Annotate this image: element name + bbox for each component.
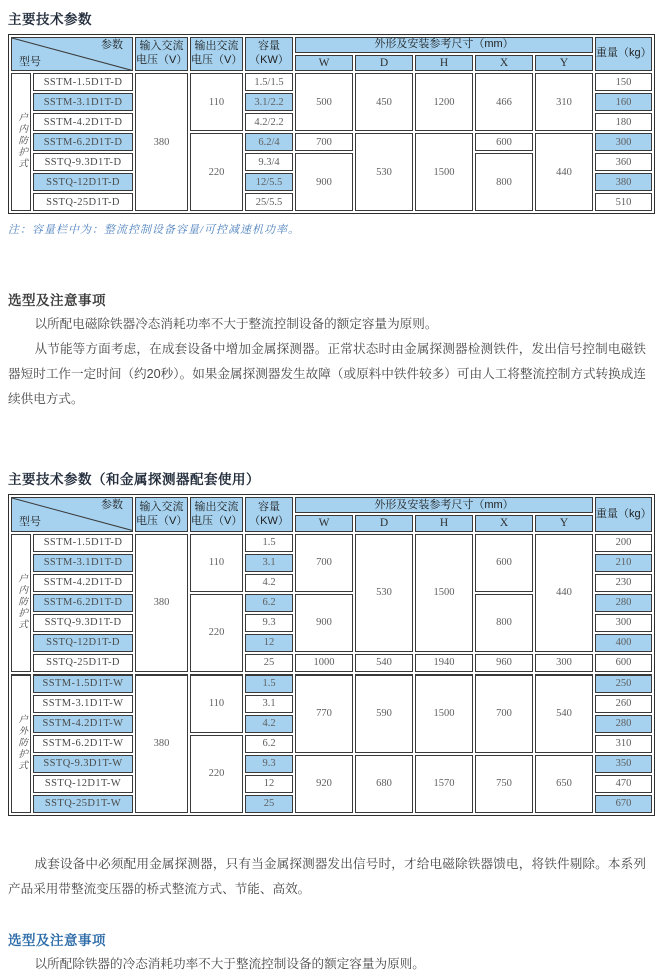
value-cell: 25: [245, 654, 293, 672]
value-cell: 110: [190, 73, 243, 131]
value-cell: 280: [595, 594, 652, 612]
value-cell: 1200: [415, 73, 473, 131]
value-cell: 180: [595, 113, 652, 131]
model-cell: SSTQ-25D1T-D: [33, 193, 133, 211]
paragraph-selection-1: 以所配电磁除铁器冷态消耗功率不大于整流控制设备的额定容量为原则。: [34, 317, 438, 332]
value-cell: 220: [190, 594, 243, 672]
value-cell: 6.2: [245, 735, 293, 753]
header-output-voltage: 输出交流电压（V）: [190, 37, 243, 71]
value-cell: 700: [295, 133, 353, 151]
value-cell: 12/5.5: [245, 173, 293, 191]
value-cell: 25/5.5: [245, 193, 293, 211]
value-cell: 9.3: [245, 755, 293, 773]
main-tech-params-table: [8, 34, 655, 214]
value-cell: 1.5: [245, 534, 293, 552]
value-cell: 4.2: [245, 574, 293, 592]
value-cell: 650: [535, 755, 593, 813]
header-dim-x: X: [475, 515, 533, 531]
model-cell: SSTQ-12D1T-D: [33, 173, 133, 191]
value-cell: 700: [475, 674, 533, 753]
value-cell: 510: [595, 193, 652, 211]
model-cell: SSTM-1.5D1T-D: [33, 534, 133, 552]
value-cell: 160: [595, 93, 652, 111]
corner-model-label: 型号: [19, 55, 41, 68]
value-cell: 9.3: [245, 614, 293, 632]
model-cell: SSTQ-25D1T-D: [33, 654, 133, 672]
value-cell: 4.2: [245, 715, 293, 733]
value-cell: 280: [595, 715, 652, 733]
paragraph-detector: 成套设备中必须配用金属探测器，只有当金属探测器发出信号时，才给电磁除铁器馈电，将铁件剔除。本系列产品采用带整流变压器的桥式整流方式、节能、高效。: [8, 856, 646, 896]
value-cell: 1570: [415, 755, 473, 813]
corner-model-label: 型号: [19, 516, 41, 528]
value-cell: 400: [595, 634, 652, 652]
value-cell: 360: [595, 153, 652, 171]
value-cell: 500: [295, 73, 353, 131]
value-cell: 960: [475, 654, 533, 672]
value-cell: 1.5: [245, 674, 293, 693]
value-cell: 210: [595, 554, 652, 572]
header-dimensions-group: 外形及安装参考尺寸（mm）: [295, 37, 593, 53]
header-weight: 重量（kg）: [595, 37, 652, 71]
model-cell: SSTM-6.2D1T-D: [33, 133, 133, 151]
value-cell: 300: [535, 654, 593, 672]
value-cell: 200: [595, 534, 652, 552]
section-title-selection-notes-2: 选型及注意事项: [8, 932, 106, 948]
paragraph-selection-final: 以所配除铁器的冷态消耗功率不大于整流控制设备的额定容量为原则。: [34, 956, 425, 971]
header-dim-x: X: [475, 55, 533, 71]
value-cell: 6.2/4: [245, 133, 293, 151]
value-cell: 470: [595, 775, 652, 793]
model-cell: SSTM-6.2D1T-D: [33, 594, 133, 612]
corner-param-label: 参数: [101, 39, 123, 51]
header-capacity: 容量（KW）: [245, 497, 293, 531]
model-cell: SSTQ-25D1T-W: [33, 795, 133, 813]
header-dim-y: Y: [535, 515, 593, 531]
value-cell: 220: [190, 735, 243, 813]
value-cell: 680: [355, 755, 413, 813]
value-cell: 670: [595, 795, 652, 813]
value-cell: 3.1: [245, 695, 293, 713]
corner-param-label: 参数: [101, 499, 123, 512]
model-cell: SSTM-4.2D1T-W: [33, 715, 133, 733]
group-label-cell: [11, 534, 31, 672]
header-capacity: 容量（KW）: [245, 37, 293, 71]
value-cell: 9.3/4: [245, 153, 293, 171]
value-cell: 600: [475, 534, 533, 592]
header-corner-param-model: [11, 497, 133, 531]
value-cell: 530: [355, 534, 413, 652]
value-cell: 600: [475, 133, 533, 151]
table2-wrapper: [8, 494, 652, 815]
group-vertical-label: 户外防护式: [16, 713, 27, 771]
header-output-voltage: 输出交流电压（V）: [190, 497, 243, 531]
section-title-main-params: 主要技术参数: [8, 12, 92, 27]
header-input-voltage: 输入交流电压（V）: [135, 497, 188, 531]
header-input-voltage: 输入交流电压（V）: [135, 37, 188, 71]
value-cell: 25: [245, 795, 293, 813]
header-corner-param-model: [11, 37, 133, 71]
value-cell: 440: [535, 534, 593, 652]
value-cell: 380: [135, 73, 188, 211]
value-cell: 250: [595, 674, 652, 693]
header-dim-d: D: [355, 515, 413, 531]
value-cell: 3.1: [245, 554, 293, 572]
value-cell: 6.2: [245, 594, 293, 612]
value-cell: 3.1/2.2: [245, 93, 293, 111]
value-cell: 300: [595, 614, 652, 632]
table-row: [11, 73, 652, 91]
value-cell: 440: [535, 133, 593, 211]
value-cell: 12: [245, 775, 293, 793]
table-row: [11, 534, 652, 552]
value-cell: 540: [355, 654, 413, 672]
value-cell: 770: [295, 674, 353, 753]
value-cell: 1500: [415, 133, 473, 211]
value-cell: 920: [295, 755, 353, 813]
group-vertical-label: 户内防护式: [16, 112, 27, 170]
table-row: [11, 133, 652, 151]
model-cell: SSTM-4.2D1T-D: [33, 574, 133, 592]
value-cell: 800: [475, 153, 533, 211]
value-cell: 1.5/1.5: [245, 73, 293, 91]
value-cell: 900: [295, 594, 353, 652]
table-row: [11, 755, 652, 773]
table-row: [11, 654, 652, 672]
value-cell: 466: [475, 73, 533, 131]
value-cell: 110: [190, 674, 243, 733]
header-dim-w: W: [295, 515, 353, 531]
value-cell: 900: [295, 153, 353, 211]
value-cell: 450: [355, 73, 413, 131]
value-cell: 1500: [415, 674, 473, 753]
model-cell: SSTM-1.5D1T-D: [33, 73, 133, 91]
header-dim-w: W: [295, 55, 353, 71]
header-weight: 重量（kg）: [595, 497, 652, 531]
value-cell: 350: [595, 755, 652, 773]
value-cell: 150: [595, 73, 652, 91]
value-cell: 750: [475, 755, 533, 813]
section-title-detector-params: 主要技术参数（和金属探测器配套使用）: [8, 472, 260, 488]
value-cell: 12: [245, 634, 293, 652]
value-cell: 540: [535, 674, 593, 753]
value-cell: 300: [595, 133, 652, 151]
model-cell: SSTM-6.2D1T-W: [33, 735, 133, 753]
value-cell: 110: [190, 534, 243, 592]
model-cell: SSTM-3.1D1T-D: [33, 93, 133, 111]
value-cell: 800: [475, 594, 533, 652]
model-cell: SSTM-1.5D1T-W: [33, 674, 133, 693]
value-cell: 1940: [415, 654, 473, 672]
detector-tech-params-table: [8, 494, 655, 815]
value-cell: 220: [190, 133, 243, 211]
header-dim-h: H: [415, 515, 473, 531]
value-cell: 380: [135, 534, 188, 672]
group-label-cell: [11, 674, 31, 813]
header-dimensions-group: 外形及安装参考尺寸（mm）: [295, 497, 593, 513]
model-cell: SSTQ-9.3D1T-D: [33, 614, 133, 632]
capacity-note: 注：容量栏中为：整流控制设备容量/可控减速机功率。: [8, 224, 301, 237]
table1-wrapper: [8, 34, 652, 214]
value-cell: 1000: [295, 654, 353, 672]
model-cell: SSTM-3.1D1T-W: [33, 695, 133, 713]
model-cell: SSTM-3.1D1T-D: [33, 554, 133, 572]
value-cell: 310: [535, 73, 593, 131]
section-title-selection-notes-1: 选型及注意事项: [8, 293, 106, 309]
table-row: [11, 674, 652, 693]
header-dim-y: Y: [535, 55, 593, 71]
model-cell: SSTM-4.2D1T-D: [33, 113, 133, 131]
header-dim-d: D: [355, 55, 413, 71]
model-cell: SSTQ-12D1T-D: [33, 634, 133, 652]
value-cell: 380: [135, 674, 188, 813]
model-cell: SSTQ-12D1T-W: [33, 775, 133, 793]
value-cell: 380: [595, 173, 652, 191]
value-cell: 700: [295, 534, 353, 592]
value-cell: 590: [355, 674, 413, 753]
model-cell: SSTQ-9.3D1T-W: [33, 755, 133, 773]
value-cell: 230: [595, 574, 652, 592]
model-cell: SSTQ-9.3D1T-D: [33, 153, 133, 171]
group-label-cell: [11, 73, 31, 211]
header-dim-h: H: [415, 55, 473, 71]
value-cell: 600: [595, 654, 652, 672]
paragraph-selection-2: 从节能等方面考虑，在成套设备中增加金属探测器。正常状态时由金属探测器检测铁件，发出信号控制电磁铁器短时工作一定时间（约20秒）。如果金属探测器发生故障（或原料中铁件较多）可由人工将整流控制方式转换成连续供电方式。: [8, 342, 646, 407]
value-cell: 1500: [415, 534, 473, 652]
value-cell: 260: [595, 695, 652, 713]
group-vertical-label: 户内防护式: [16, 572, 27, 630]
value-cell: 310: [595, 735, 652, 753]
value-cell: 4.2/2.2: [245, 113, 293, 131]
value-cell: 530: [355, 133, 413, 211]
